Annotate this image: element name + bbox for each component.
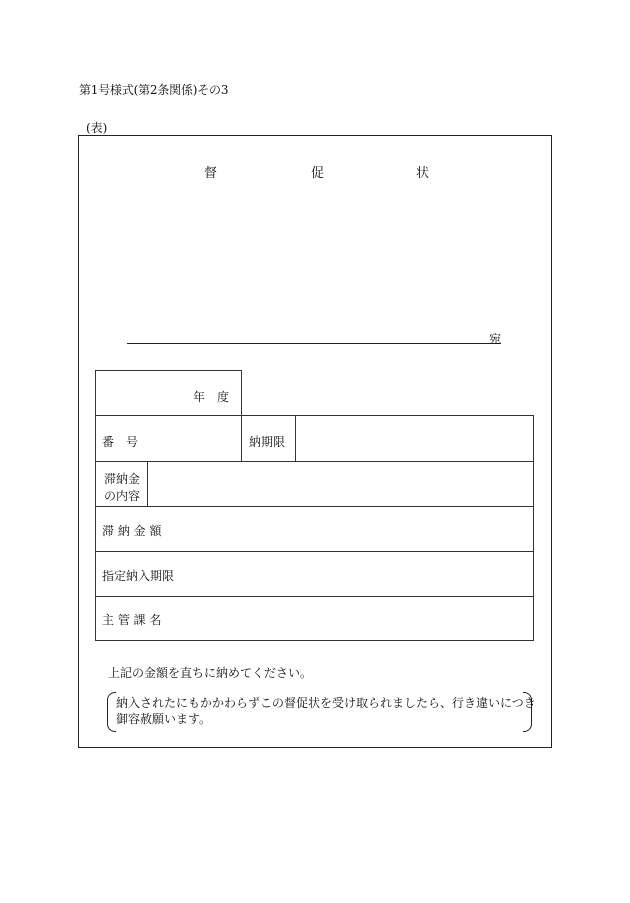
table-rule bbox=[533, 415, 534, 641]
table-rule bbox=[95, 506, 534, 507]
deadline-label: 指定納入期限 bbox=[102, 569, 175, 583]
department-label: 主 管 課 名 bbox=[102, 613, 162, 627]
table-rule bbox=[95, 551, 534, 552]
form-header: 第1号様式(第2条関係)その3 bbox=[79, 83, 229, 97]
table-rule bbox=[95, 370, 242, 371]
notice-line1: 納入されたにもかかわらずこの督促状を受け取られましたら、行き違いにつき bbox=[116, 696, 536, 710]
notice-line2: 御容赦願います。 bbox=[116, 712, 212, 726]
fiscal-year-label: 年 度 bbox=[193, 390, 230, 404]
addressee-line bbox=[127, 343, 501, 344]
table-rule bbox=[241, 370, 242, 462]
amount-label: 滞 納 金 額 bbox=[102, 524, 162, 538]
notice-bracket-left bbox=[107, 692, 116, 732]
closing-line: 上記の金額を直ちに納めてください。 bbox=[108, 666, 313, 680]
document-frame bbox=[78, 135, 552, 748]
table-rule bbox=[95, 640, 534, 641]
table-rule bbox=[295, 415, 296, 462]
title-char-3: 状 bbox=[416, 166, 430, 181]
addressee-suffix: 宛 bbox=[489, 332, 502, 346]
table-rule bbox=[95, 596, 534, 597]
notice-text bbox=[116, 695, 536, 727]
table-rule bbox=[95, 461, 534, 462]
title-char-2: 促 bbox=[311, 166, 325, 181]
table-rule bbox=[147, 461, 148, 507]
table-rule bbox=[95, 415, 534, 416]
delinquency-label-line2: の内容 bbox=[104, 489, 141, 503]
delinquency-label-line1: 滞納金 bbox=[104, 472, 141, 486]
due-date-label: 納期限 bbox=[249, 435, 286, 449]
title-char-1: 督 bbox=[204, 166, 218, 181]
table-rule bbox=[95, 370, 96, 641]
number-label: 番 号 bbox=[102, 435, 139, 449]
side-label: (表) bbox=[86, 121, 108, 135]
